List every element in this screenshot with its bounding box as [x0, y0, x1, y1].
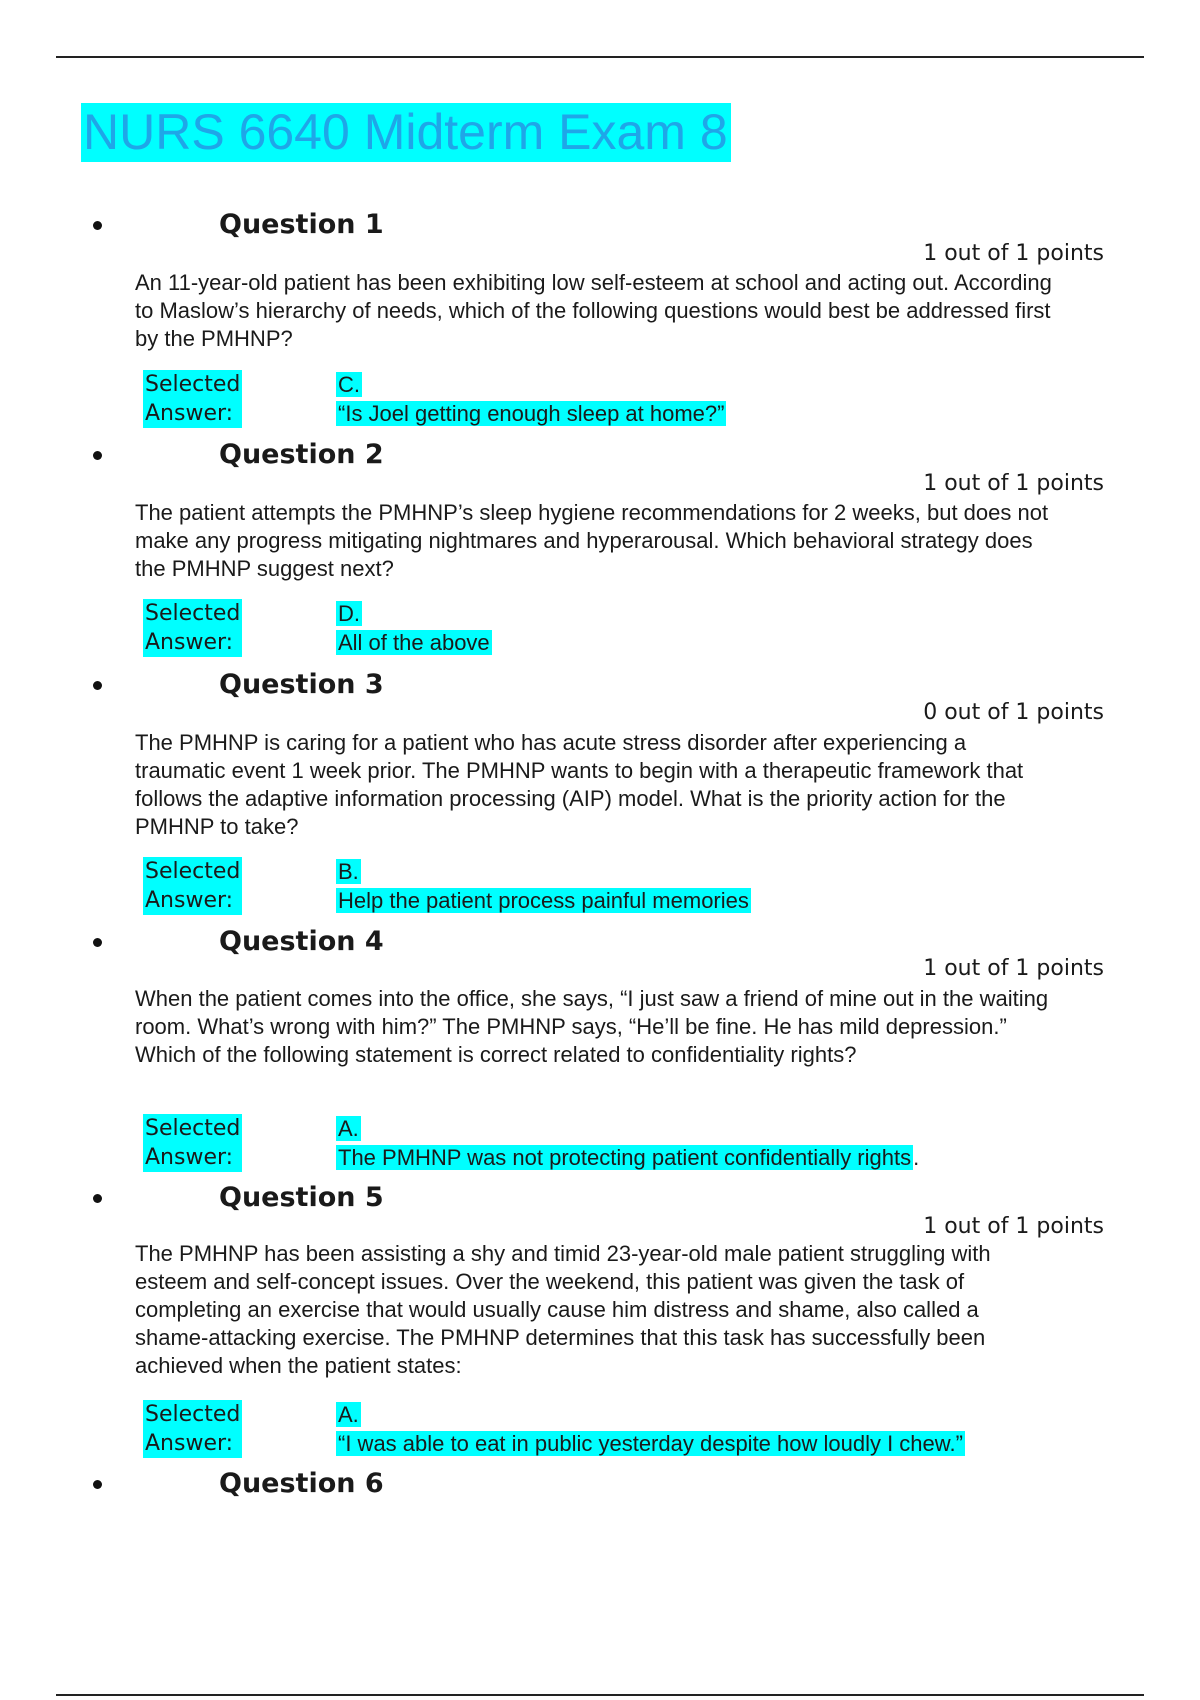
question-heading: Question 2: [219, 439, 384, 470]
answer-label-line: Answer:: [143, 886, 242, 915]
answer-letter: A.: [338, 1402, 359, 1427]
answer-label-line: Answer:: [143, 628, 242, 657]
selected-label-line: Selected: [145, 1116, 241, 1141]
question-header: [0, 207, 1200, 243]
bullet-icon: [93, 938, 102, 947]
selected-label-line: Selected: [145, 1402, 241, 1427]
question-heading: Question 1: [219, 209, 384, 240]
answer-text: “Is Joel getting enough sleep at home?”: [338, 401, 725, 426]
document-title: NURS 6640 Midterm Exam 8: [81, 103, 731, 162]
question-5: [0, 1180, 1200, 1456]
answer-letter: C.: [338, 372, 360, 397]
answer-label-line: Answer:: [143, 399, 242, 428]
question-points: 1 out of 1 points: [923, 956, 1104, 981]
selected-answer-value: [336, 857, 751, 915]
question-3: [0, 667, 1200, 913]
answer-label-line: Answer:: [143, 1143, 242, 1172]
selected-answer-label: [143, 1400, 242, 1458]
selected-answer: [0, 599, 1200, 659]
question-text: The patient attempts the PMHNP’s sleep hygiene recommendations for 2 weeks, but does not make any progress mitigating nightmares and hyperarousal. Which behavioral strategy does the PMHNP suggest next?: [135, 500, 1049, 581]
selected-answer: [0, 370, 1200, 430]
answer-letter: A.: [338, 1116, 359, 1141]
question-header: [0, 437, 1200, 473]
question-points: 1 out of 1 points: [923, 241, 1104, 266]
selected-label-line: Selected: [145, 859, 241, 884]
question-text: When the patient comes into the office, she says, “I just saw a friend of mine out in the waiting room. What’s wrong with him?” The PMHNP says, “He’ll be fine. He has mild depression.” Which of the following statement is correct related to confidentiality rights?: [135, 986, 1049, 1067]
selected-answer-value: [336, 599, 492, 657]
selected-answer-value: [336, 1114, 919, 1172]
question-header: [0, 1180, 1200, 1216]
selected-answer-label: [143, 1114, 242, 1172]
question-heading: Question 3: [219, 669, 384, 700]
question-heading: Question 6: [219, 1468, 384, 1499]
question-text: The PMHNP has been assisting a shy and timid 23-year-old male patient struggling with esteem and self-concept issues. Over the weekend, this patient was given the task of completing an exercise that would usually cause him distress and shame, also called a shame-attacking exercise. The PMHNP determines that this task has successfully been achieved when the patient states:: [135, 1241, 991, 1378]
question-2: [0, 437, 1200, 655]
answer-letter: D.: [338, 601, 360, 626]
question-heading: Question 5: [219, 1182, 384, 1213]
selected-answer: [0, 1114, 1200, 1174]
question-1: [0, 207, 1200, 426]
question-6: [0, 1466, 1200, 1502]
bullet-icon: [93, 1480, 102, 1489]
selected-answer: [0, 1400, 1200, 1460]
answer-text: “I was able to eat in public yesterday despite how loudly I chew.”: [338, 1431, 963, 1456]
question-points: 1 out of 1 points: [923, 1214, 1104, 1239]
selected-answer-label: [143, 857, 242, 915]
question-text: An 11-year-old patient has been exhibiting low self-esteem at school and acting out. According to Maslow’s hierarchy of needs, which of the following questions would best be addressed first by the PMHNP?: [135, 270, 1052, 351]
answer-suffix: .: [913, 1145, 920, 1170]
question-points: 1 out of 1 points: [923, 471, 1104, 496]
answer-text: All of the above: [338, 630, 490, 655]
question-4: [0, 924, 1200, 1170]
selected-answer-value: [336, 370, 726, 428]
question-header: [0, 1466, 1200, 1502]
question-heading: Question 4: [219, 926, 384, 957]
selected-answer-label: [143, 370, 242, 428]
answer-text: Help the patient process painful memories: [338, 888, 749, 913]
question-text: The PMHNP is caring for a patient who has acute stress disorder after experiencing a traumatic event 1 week prior. The PMHNP wants to begin with a therapeutic framework that follows the adaptive information processing (AIP) model. What is the priority action for the PMHNP to take?: [135, 730, 1024, 839]
selected-answer-label: [143, 599, 242, 657]
bottom-rule: [56, 1694, 1144, 1696]
top-rule: [56, 56, 1144, 58]
bullet-icon: [93, 451, 102, 460]
answer-label-line: Answer:: [143, 1429, 242, 1458]
bullet-icon: [93, 1194, 102, 1203]
question-points: 0 out of 1 points: [923, 700, 1104, 725]
answer-letter: B.: [338, 859, 359, 884]
question-header: [0, 667, 1200, 703]
selected-label-line: Selected: [145, 372, 241, 397]
answer-text: The PMHNP was not protecting patient confidentially rights: [338, 1145, 912, 1170]
bullet-icon: [93, 221, 102, 230]
selected-label-line: Selected: [145, 601, 241, 626]
selected-answer: [0, 857, 1200, 917]
bullet-icon: [93, 681, 102, 690]
selected-answer-value: [336, 1400, 965, 1458]
